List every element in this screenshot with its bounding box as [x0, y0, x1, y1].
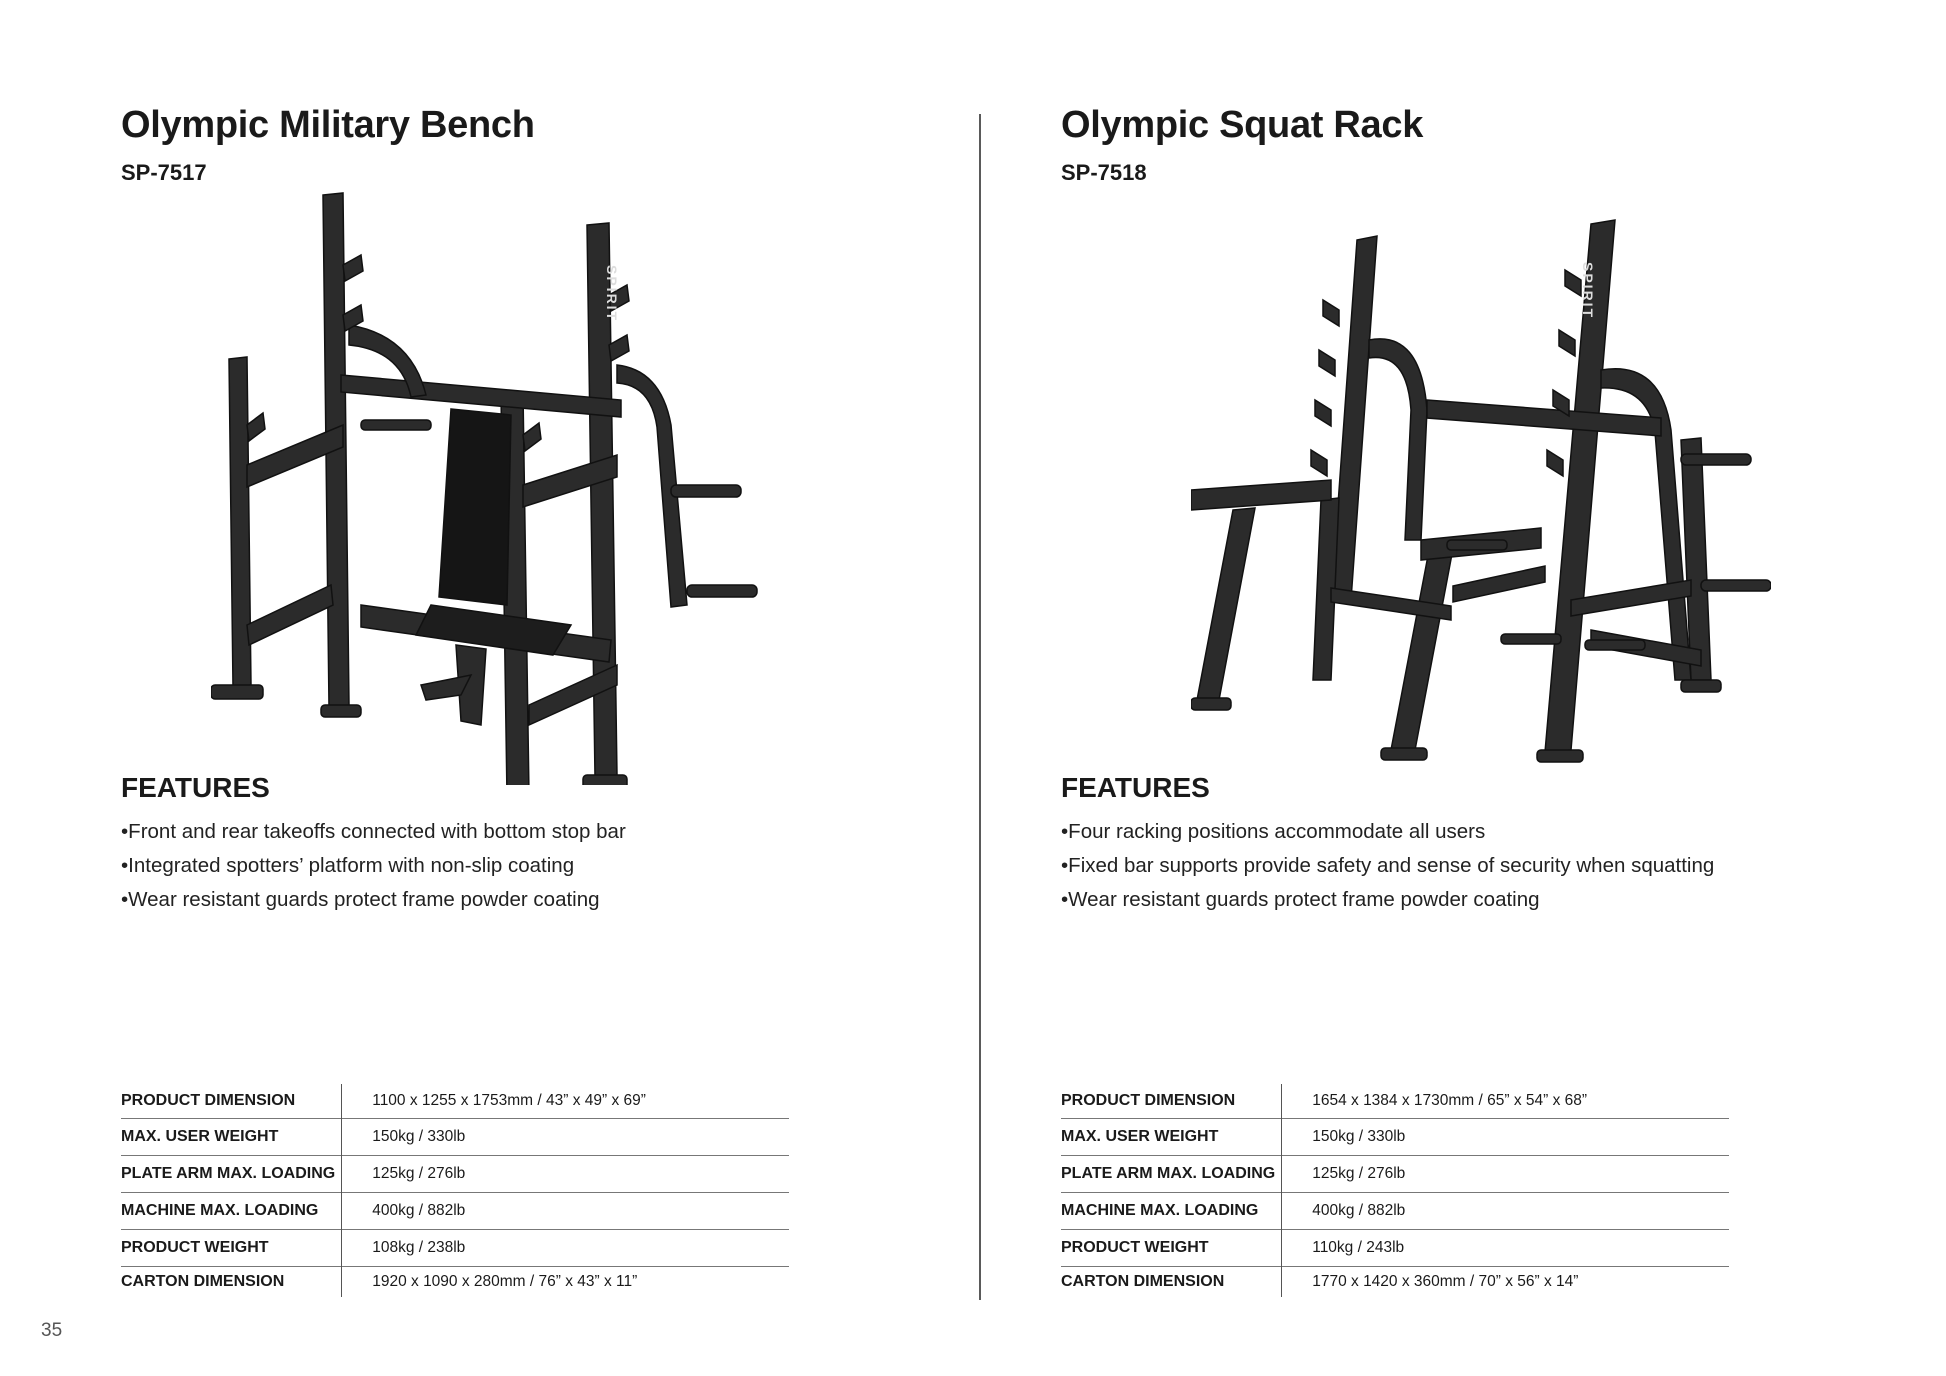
- spec-value: 1770 x 1420 x 360mm / 70” x 56” x 14”: [1282, 1267, 1729, 1298]
- spec-row: [1061, 1084, 1729, 1119]
- spec-value: 125kg / 276lb: [1282, 1156, 1729, 1193]
- page-number: 35: [41, 1320, 63, 1341]
- features-list: [1061, 815, 1714, 917]
- spec-row: [1061, 1267, 1729, 1298]
- spec-value: 400kg / 882lb: [1282, 1193, 1729, 1230]
- feature-item: •Front and rear takeoffs connected with bottom stop bar: [121, 820, 626, 843]
- features-heading: FEATURES: [121, 772, 270, 803]
- product-left: [121, 0, 881, 1376]
- spec-value: 1654 x 1384 x 1730mm / 65” x 54” x 68”: [1282, 1084, 1729, 1119]
- brand-logo: SPIRIT: [604, 265, 620, 323]
- product-model: SP-7517: [121, 160, 207, 185]
- squat-rack-image: [1191, 210, 1771, 770]
- spec-label: MACHINE MAX. LOADING: [121, 1193, 342, 1230]
- product-title: Olympic Military Bench: [121, 104, 535, 146]
- spec-label: PRODUCT DIMENSION: [1061, 1092, 1236, 1109]
- spec-label: PRODUCT DIMENSION: [121, 1092, 296, 1109]
- spec-label: PRODUCT WEIGHT: [1061, 1230, 1282, 1267]
- feature-item: •Wear resistant guards protect frame powder coating: [121, 888, 600, 911]
- column-divider: [979, 114, 981, 1300]
- spec-row: [121, 1084, 789, 1119]
- feature-item: •Wear resistant guards protect frame powder coating: [1061, 888, 1540, 911]
- spec-row: [121, 1119, 789, 1156]
- spec-label: CARTON DIMENSION: [1061, 1267, 1282, 1298]
- spec-row: [121, 1156, 789, 1193]
- spec-row: [121, 1230, 789, 1267]
- spec-value: 150kg / 330lb: [342, 1119, 789, 1156]
- spec-row: [121, 1193, 789, 1230]
- feature-item: •Fixed bar supports provide safety and sense of security when squatting: [1061, 854, 1715, 877]
- spec-value: 108kg / 238lb: [342, 1230, 789, 1267]
- spec-table: [121, 1084, 789, 1297]
- spec-row: [1061, 1156, 1729, 1193]
- feature-item: •Four racking positions accommodate all users: [1061, 820, 1486, 843]
- spec-row: [1061, 1193, 1729, 1230]
- spec-label: PLATE ARM MAX. LOADING: [1061, 1156, 1282, 1193]
- product-right: [1061, 0, 1821, 1376]
- features-heading: FEATURES: [1061, 772, 1210, 803]
- spec-label: CARTON DIMENSION: [121, 1267, 342, 1298]
- spec-value: 110kg / 243lb: [1282, 1230, 1729, 1267]
- spec-row: [1061, 1230, 1729, 1267]
- spec-label: MACHINE MAX. LOADING: [1061, 1193, 1282, 1230]
- product-model: SP-7518: [1061, 160, 1147, 185]
- brand-logo: SPIRIT: [1580, 262, 1596, 320]
- spec-value: 400kg / 882lb: [342, 1193, 789, 1230]
- feature-item: •Integrated spotters’ platform with non-slip coating: [121, 854, 575, 877]
- product-title: Olympic Squat Rack: [1061, 104, 1424, 146]
- spec-label: MAX. USER WEIGHT: [1061, 1119, 1282, 1156]
- spec-value: 125kg / 276lb: [342, 1156, 789, 1193]
- spec-value: 1920 x 1090 x 280mm / 76” x 43” x 11”: [342, 1267, 789, 1298]
- spec-value: 150kg / 330lb: [1282, 1119, 1729, 1156]
- spec-row: [1061, 1119, 1729, 1156]
- military-bench-image: [211, 185, 811, 785]
- spec-label: MAX. USER WEIGHT: [121, 1119, 342, 1156]
- spec-table: [1061, 1084, 1729, 1297]
- features-list: [121, 815, 626, 917]
- spec-label: PRODUCT WEIGHT: [121, 1230, 342, 1267]
- spec-row: [121, 1267, 789, 1298]
- spec-label: PLATE ARM MAX. LOADING: [121, 1156, 342, 1193]
- spec-value: 1100 x 1255 x 1753mm / 43” x 49” x 69”: [342, 1084, 789, 1119]
